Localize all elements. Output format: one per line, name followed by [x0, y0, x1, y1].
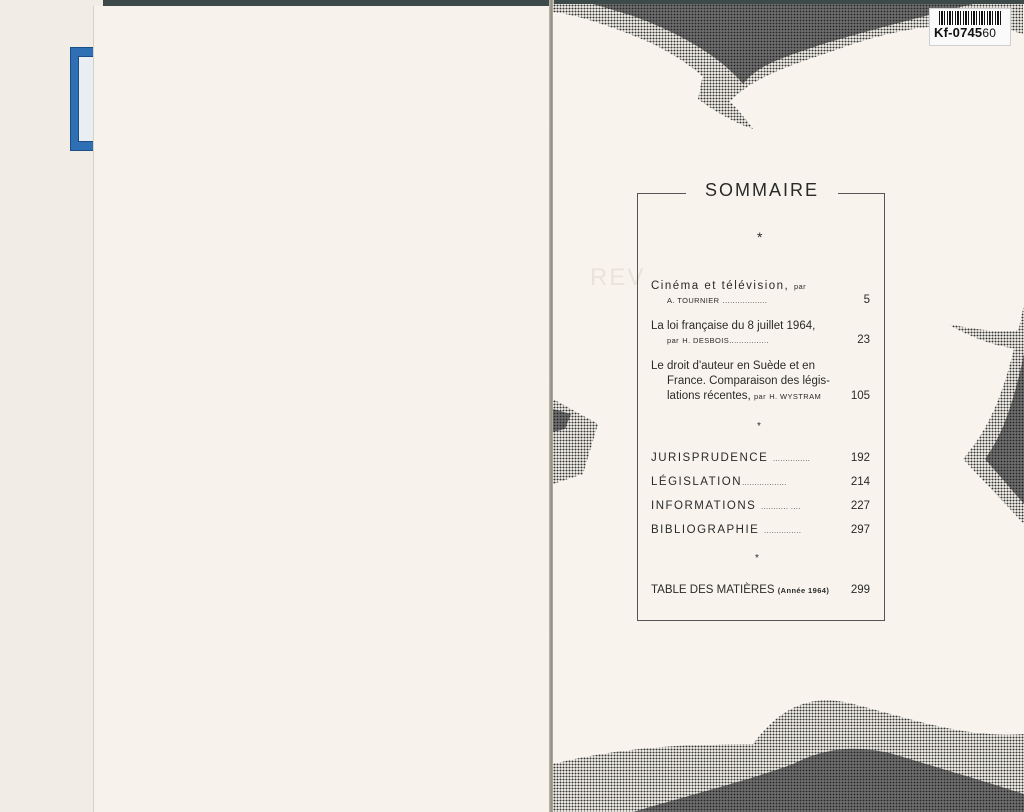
article-3-page: 105: [850, 390, 870, 402]
section-jurisprudence: JURISPRUDENCE ...............: [651, 452, 811, 464]
section-bibliographie-page: 297: [850, 524, 870, 536]
show-through-text: REV: [590, 264, 646, 291]
table-of-contents-entry: TABLE DES MATIÈRES (Année 1964): [651, 584, 830, 596]
section-jurisprudence-page: 192: [850, 452, 870, 464]
separator-star: *: [755, 553, 759, 564]
article-1-page: 5: [863, 294, 870, 306]
section-legislation-page: 214: [850, 476, 870, 488]
section-legislation: LÉGISLATION..................: [651, 476, 787, 488]
section-informations: INFORMATIONS ........... ....: [651, 500, 801, 512]
section-bibliographie: BIBLIOGRAPHIE ...............: [651, 524, 802, 536]
article-2-author: par H. DESBOIS................: [667, 336, 769, 345]
section-informations-page: 227: [850, 500, 870, 512]
article-3-line-1: Le droit d'auteur en Suède et en: [651, 360, 815, 372]
barcode-suffix: 60: [982, 26, 997, 40]
article-2-page: 23: [857, 334, 870, 346]
separator-star: *: [757, 229, 763, 245]
article-1-author: A. TOURNIER ..................: [667, 296, 768, 305]
article-1-title: Cinéma et télévision, par: [651, 280, 806, 292]
separator-star: *: [757, 421, 761, 432]
article-3-line-3: lations récentes, par H. WYSTRAM: [667, 390, 822, 402]
table-of-contents-page: 299: [850, 584, 870, 596]
barcode-code: Kf-074560: [934, 25, 997, 40]
article-3-line-2: France. Comparaison des légis-: [667, 375, 830, 387]
contents-frame: [637, 193, 885, 621]
contents-title: SOMMAIRE: [686, 176, 838, 204]
article-2-title: La loi française du 8 juillet 1964,: [651, 320, 816, 332]
left-blank-page: [94, 6, 550, 812]
barcode-icon: [939, 11, 1001, 25]
